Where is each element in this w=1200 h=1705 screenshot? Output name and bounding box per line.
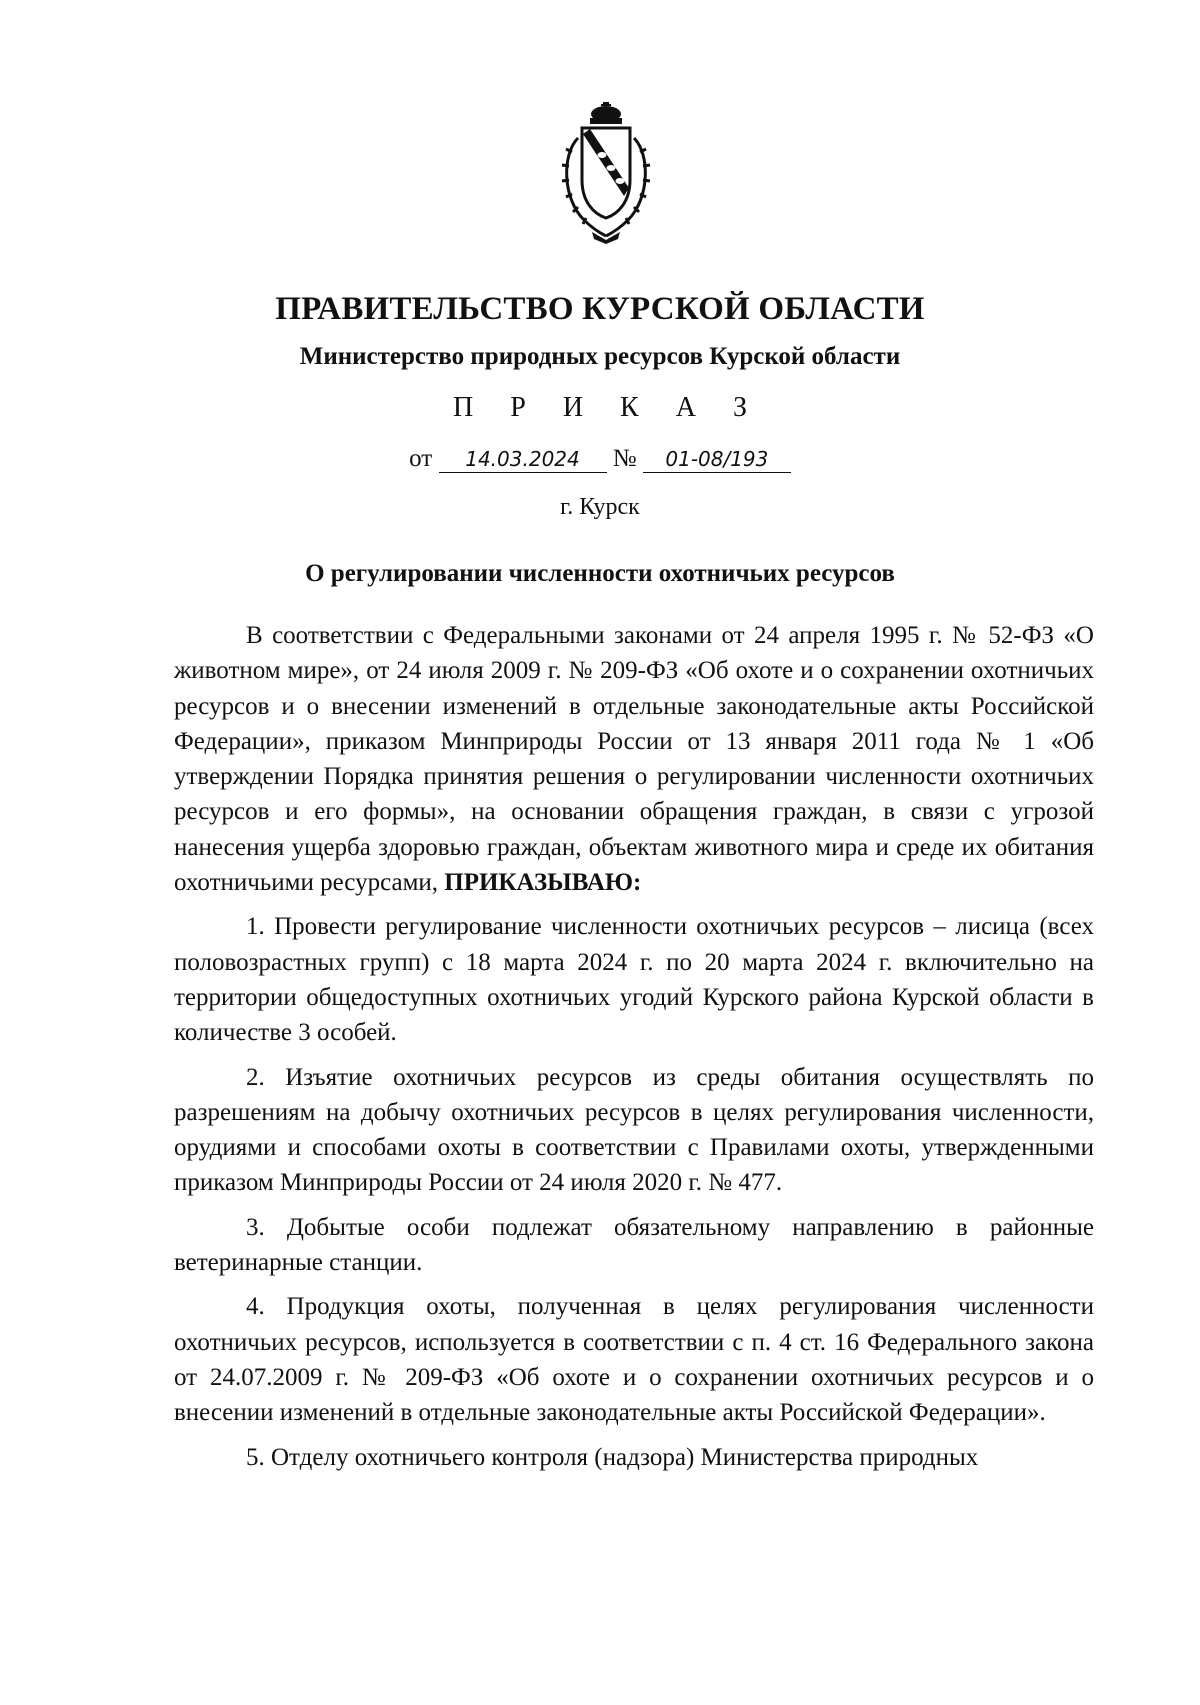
order-item-2: 2. Изъятие охотничьих ресурсов из среды обитания осуществлять по разрешениям на добычу охотничьих ресурсов в целях регулирования численности, орудиями и способами охоты в соответствии с Правилами охоты, утвержденными приказом Минприроды России от 24 июля 2020 г. № 477. — [174, 1063, 1094, 1197]
order-item-1: 1. Провести регулирование численности охотничьих ресурсов – лисица (всех половозрастных групп) с 18 марта 2024 г. по 20 марта 2024 г. включительно на территории общедоступных охотничьих угодий Курского района Курской области в количестве 3 особей. — [174, 913, 1094, 1047]
city: г. Курск — [560, 494, 640, 520]
order-subject: О регулировании численности охотничьих ресурсов — [305, 560, 895, 587]
decree-word: ПРИКАЗЫВАЮ: — [444, 869, 642, 897]
preamble-text: В соответствии с Федеральными законами от 24 апреля 1995 г. № 52-ФЗ «О животном мире», от 24 июля 2009 г. № 209-ФЗ «Об охоте и о сохранении охотничьих ресурсов и о внесении изменений в отдельные законодательные акты Российской Федерации», приказом Минприроды России от 13 января 2011 года № 1 «Об утверждении Порядка принятия решения о регулировании численности охотничьих ресурсов и его формы», на основании обращения граждан, в связи с угрозой нанесения ущерба здоровью граждан, объектам животного мира и среде их обитания охотничьими ресурсами, — [174, 622, 1094, 897]
number-prefix: № — [612, 445, 637, 472]
coat-of-arms-icon — [556, 102, 656, 244]
government-title: ПРАВИТЕЛЬСТВО КУРСКОЙ ОБЛАСТИ — [275, 291, 925, 327]
order-body — [174, 618, 1094, 1475]
order-date: 14.03.2024 — [439, 448, 607, 473]
order-item-5: 5. Отделу охотничьего контроля (надзора) Министерства природных — [246, 1443, 979, 1471]
document-type: П Р И К А З — [453, 392, 762, 423]
preamble-paragraph — [174, 618, 1094, 900]
order-item-4: 4. Продукция охоты, полученная в целях регулирования численности охотничьих ресурсов, используется в соответствии с п. 4 ст. 16 Федерального закона от 24.07.2009 г. № 209-ФЗ «Об охоте и о сохранении охотничьих ресурсов и о внесении изменений в отдельные законодательные акты Российской Федерации». — [174, 1293, 1094, 1427]
order-date-number-line — [0, 445, 1200, 473]
ministry-name: Министерство природных ресурсов Курской области — [299, 343, 901, 370]
date-prefix: от — [409, 445, 433, 472]
order-number: 01-08/193 — [643, 448, 791, 473]
order-item-3: 3. Добытые особи подлежат обязательному направлению в районные ветеринарные станции. — [174, 1213, 1094, 1277]
